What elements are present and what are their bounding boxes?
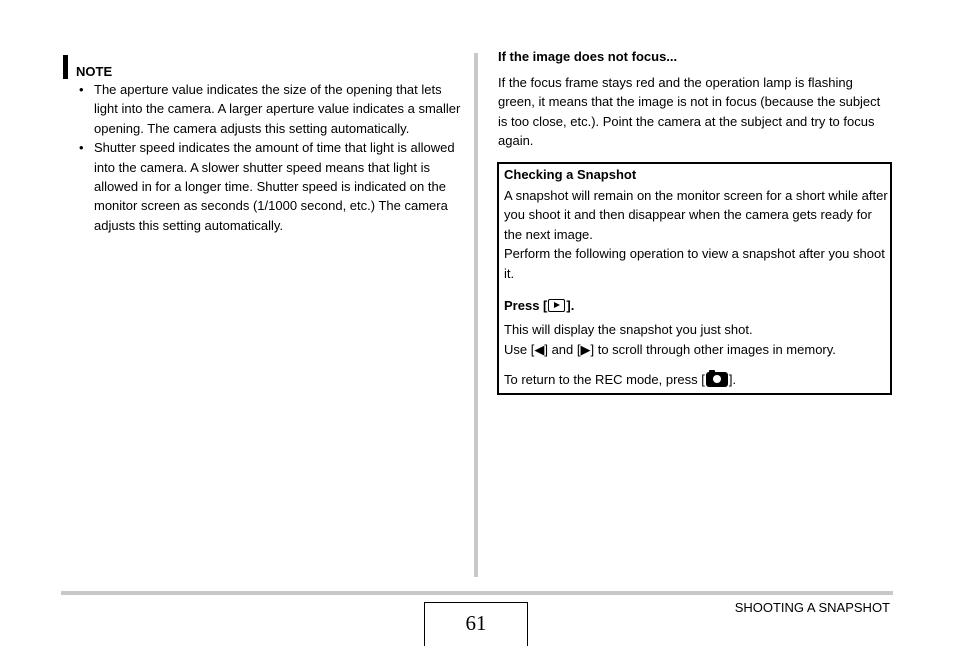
scroll-prefix: Use [ bbox=[504, 342, 535, 357]
snapshot-instruction: Perform the following operation to view a snapshot after you shoot it. bbox=[504, 246, 885, 281]
note-item bbox=[76, 80, 461, 138]
scroll-text bbox=[504, 342, 836, 358]
left-arrow-icon: ◀ bbox=[534, 342, 545, 357]
return-suffix: ]. bbox=[728, 372, 737, 387]
snapshot-box-title: Checking a Snapshot bbox=[504, 167, 637, 182]
return-text bbox=[504, 372, 736, 387]
scroll-mid: ] and [ bbox=[544, 342, 581, 357]
note-title: NOTE bbox=[76, 64, 113, 79]
page-number: 61 bbox=[465, 611, 487, 635]
right-arrow-icon: ▶ bbox=[580, 342, 591, 357]
display-text: This will display the snapshot you just shot. bbox=[504, 322, 753, 337]
note-item-text: Shutter speed indicates the amount of time that light is allowed into the camera. A slower shutter speed means that light is allowed in for a longer time. Shutter speed is indicated on the monitor screen as seconds (1/1000 second, etc.) The camera adjusts this setting automatically. bbox=[94, 140, 455, 233]
footer-rule bbox=[61, 591, 893, 595]
column-divider bbox=[474, 53, 478, 577]
note-item-text: The aperture value indicates the size of the opening that lets light into the camera. A larger aperture value indicates a smaller opening. The camera adjusts this setting automatically. bbox=[94, 82, 461, 136]
press-prefix: Press [ bbox=[504, 298, 548, 313]
snapshot-description: A snapshot will remain on the monitor screen for a short while after you shoot it and then disappear when the camera gets ready for the next image. bbox=[504, 188, 888, 242]
bullet: • bbox=[79, 140, 84, 156]
scroll-suffix: ] to scroll through other images in memory. bbox=[590, 342, 836, 357]
snapshot-box-body bbox=[504, 186, 889, 283]
press-instruction bbox=[504, 298, 574, 313]
return-prefix: To return to the REC mode, press [ bbox=[504, 372, 705, 387]
bullet: • bbox=[79, 82, 84, 97]
note-list bbox=[76, 80, 461, 235]
note-item bbox=[76, 138, 461, 235]
camera-icon bbox=[706, 372, 728, 387]
note-marker-bar bbox=[63, 55, 68, 79]
section-label: SHOOTING A SNAPSHOT bbox=[734, 600, 890, 615]
press-suffix: ]. bbox=[566, 298, 575, 313]
page-number-box bbox=[424, 602, 528, 646]
focus-heading: If the image does not focus... bbox=[498, 49, 678, 64]
snapshot-box bbox=[497, 162, 892, 395]
play-icon bbox=[548, 299, 565, 312]
focus-text: If the focus frame stays red and the operation lamp is flashing green, it means that the image is not in focus (because the subject is too close, etc.). Point the camera at the subject and try to focus again. bbox=[498, 75, 881, 149]
